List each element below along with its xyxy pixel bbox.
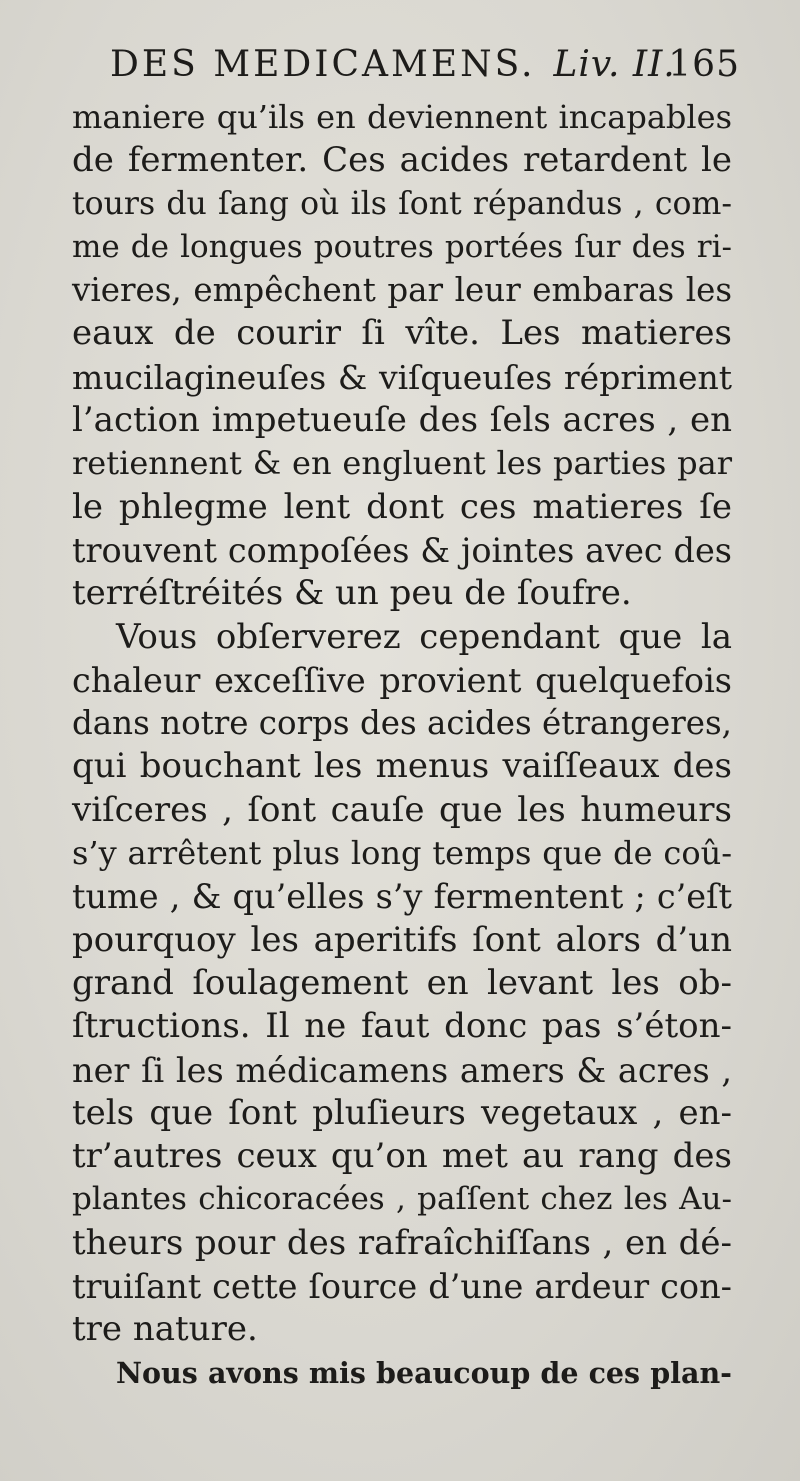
paragraph-start-line: Nous avons mis beaucoup de ces plan- (116, 1355, 732, 1390)
text-line: l’action impetueuſe des ſels acres , en (72, 400, 732, 441)
text-line: mucilagineuſes & viſqueuſes répriment (72, 357, 732, 397)
text-line: pourquoy les aperitifs ſont alors d’un (72, 919, 732, 960)
text-line: dans notre corps des acides étrangeres, (72, 704, 732, 743)
text-line: qui bouchant les menus vaiſſeaux des (72, 746, 732, 787)
body-text (72, 96, 732, 1395)
running-header (110, 44, 740, 100)
text-line: s’y arrêtent plus long temps que de coû- (72, 834, 732, 873)
text-line: chaleur exceſſive provient quelquefois (72, 660, 732, 700)
text-line: grand ſoulagement en levant les ob- (72, 962, 732, 1003)
text-line: truiſant cette ſource d’une ardeur con- (72, 1267, 732, 1307)
text-line: de fermenter. Ces acides retardent le (72, 140, 732, 181)
text-line: me de longues poutres portées ſur des ri- (72, 228, 732, 265)
text-line: eaux de courir ſi vîte. Les matieres (72, 313, 732, 354)
text-line: vieres, empêchent par leur embaras les (72, 271, 732, 310)
text-line: ner ſi les médicamens amers & acres , (72, 1050, 732, 1090)
running-title: DES MEDICAMENS. (110, 44, 536, 85)
text-line: tre nature. (72, 1309, 258, 1350)
text-line: plantes chicoracées , paſſent chez les Au- (72, 1181, 732, 1218)
text-line: ſtructions. Il ne faut donc pas s’éton- (72, 1006, 732, 1047)
text-line: theurs pour des rafraîchiſſans , en dé- (72, 1222, 732, 1263)
text-line: trouvent compoſées & jointes avec des (72, 530, 732, 570)
text-line: le phlegme lent dont ces matieres ſe (72, 486, 732, 527)
text-line: tours du ſang où ils ſont répandus , com- (72, 185, 732, 222)
text-line: retiennent & en engluent les parties par (72, 444, 732, 483)
text-line: tr’autres ceux qu’on met au rang des (72, 1136, 732, 1177)
text-line: viſceres , ſont cauſe que les humeurs (72, 789, 732, 830)
text-line: tume , & qu’elles s’y fermentent ; c’eſt (72, 877, 732, 917)
page-number: 165 (668, 44, 740, 85)
book-reference: Liv. II. (553, 44, 676, 85)
text-line: maniere qu’ils en deviennent incapables (72, 98, 732, 136)
paragraph-start-line: Vous obſerverez cependant que la (116, 616, 732, 657)
text-line: terréſtréités & un peu de ſoufre. (72, 573, 632, 614)
text-line: tels que ſont pluſieurs vegetaux , en- (72, 1092, 732, 1133)
